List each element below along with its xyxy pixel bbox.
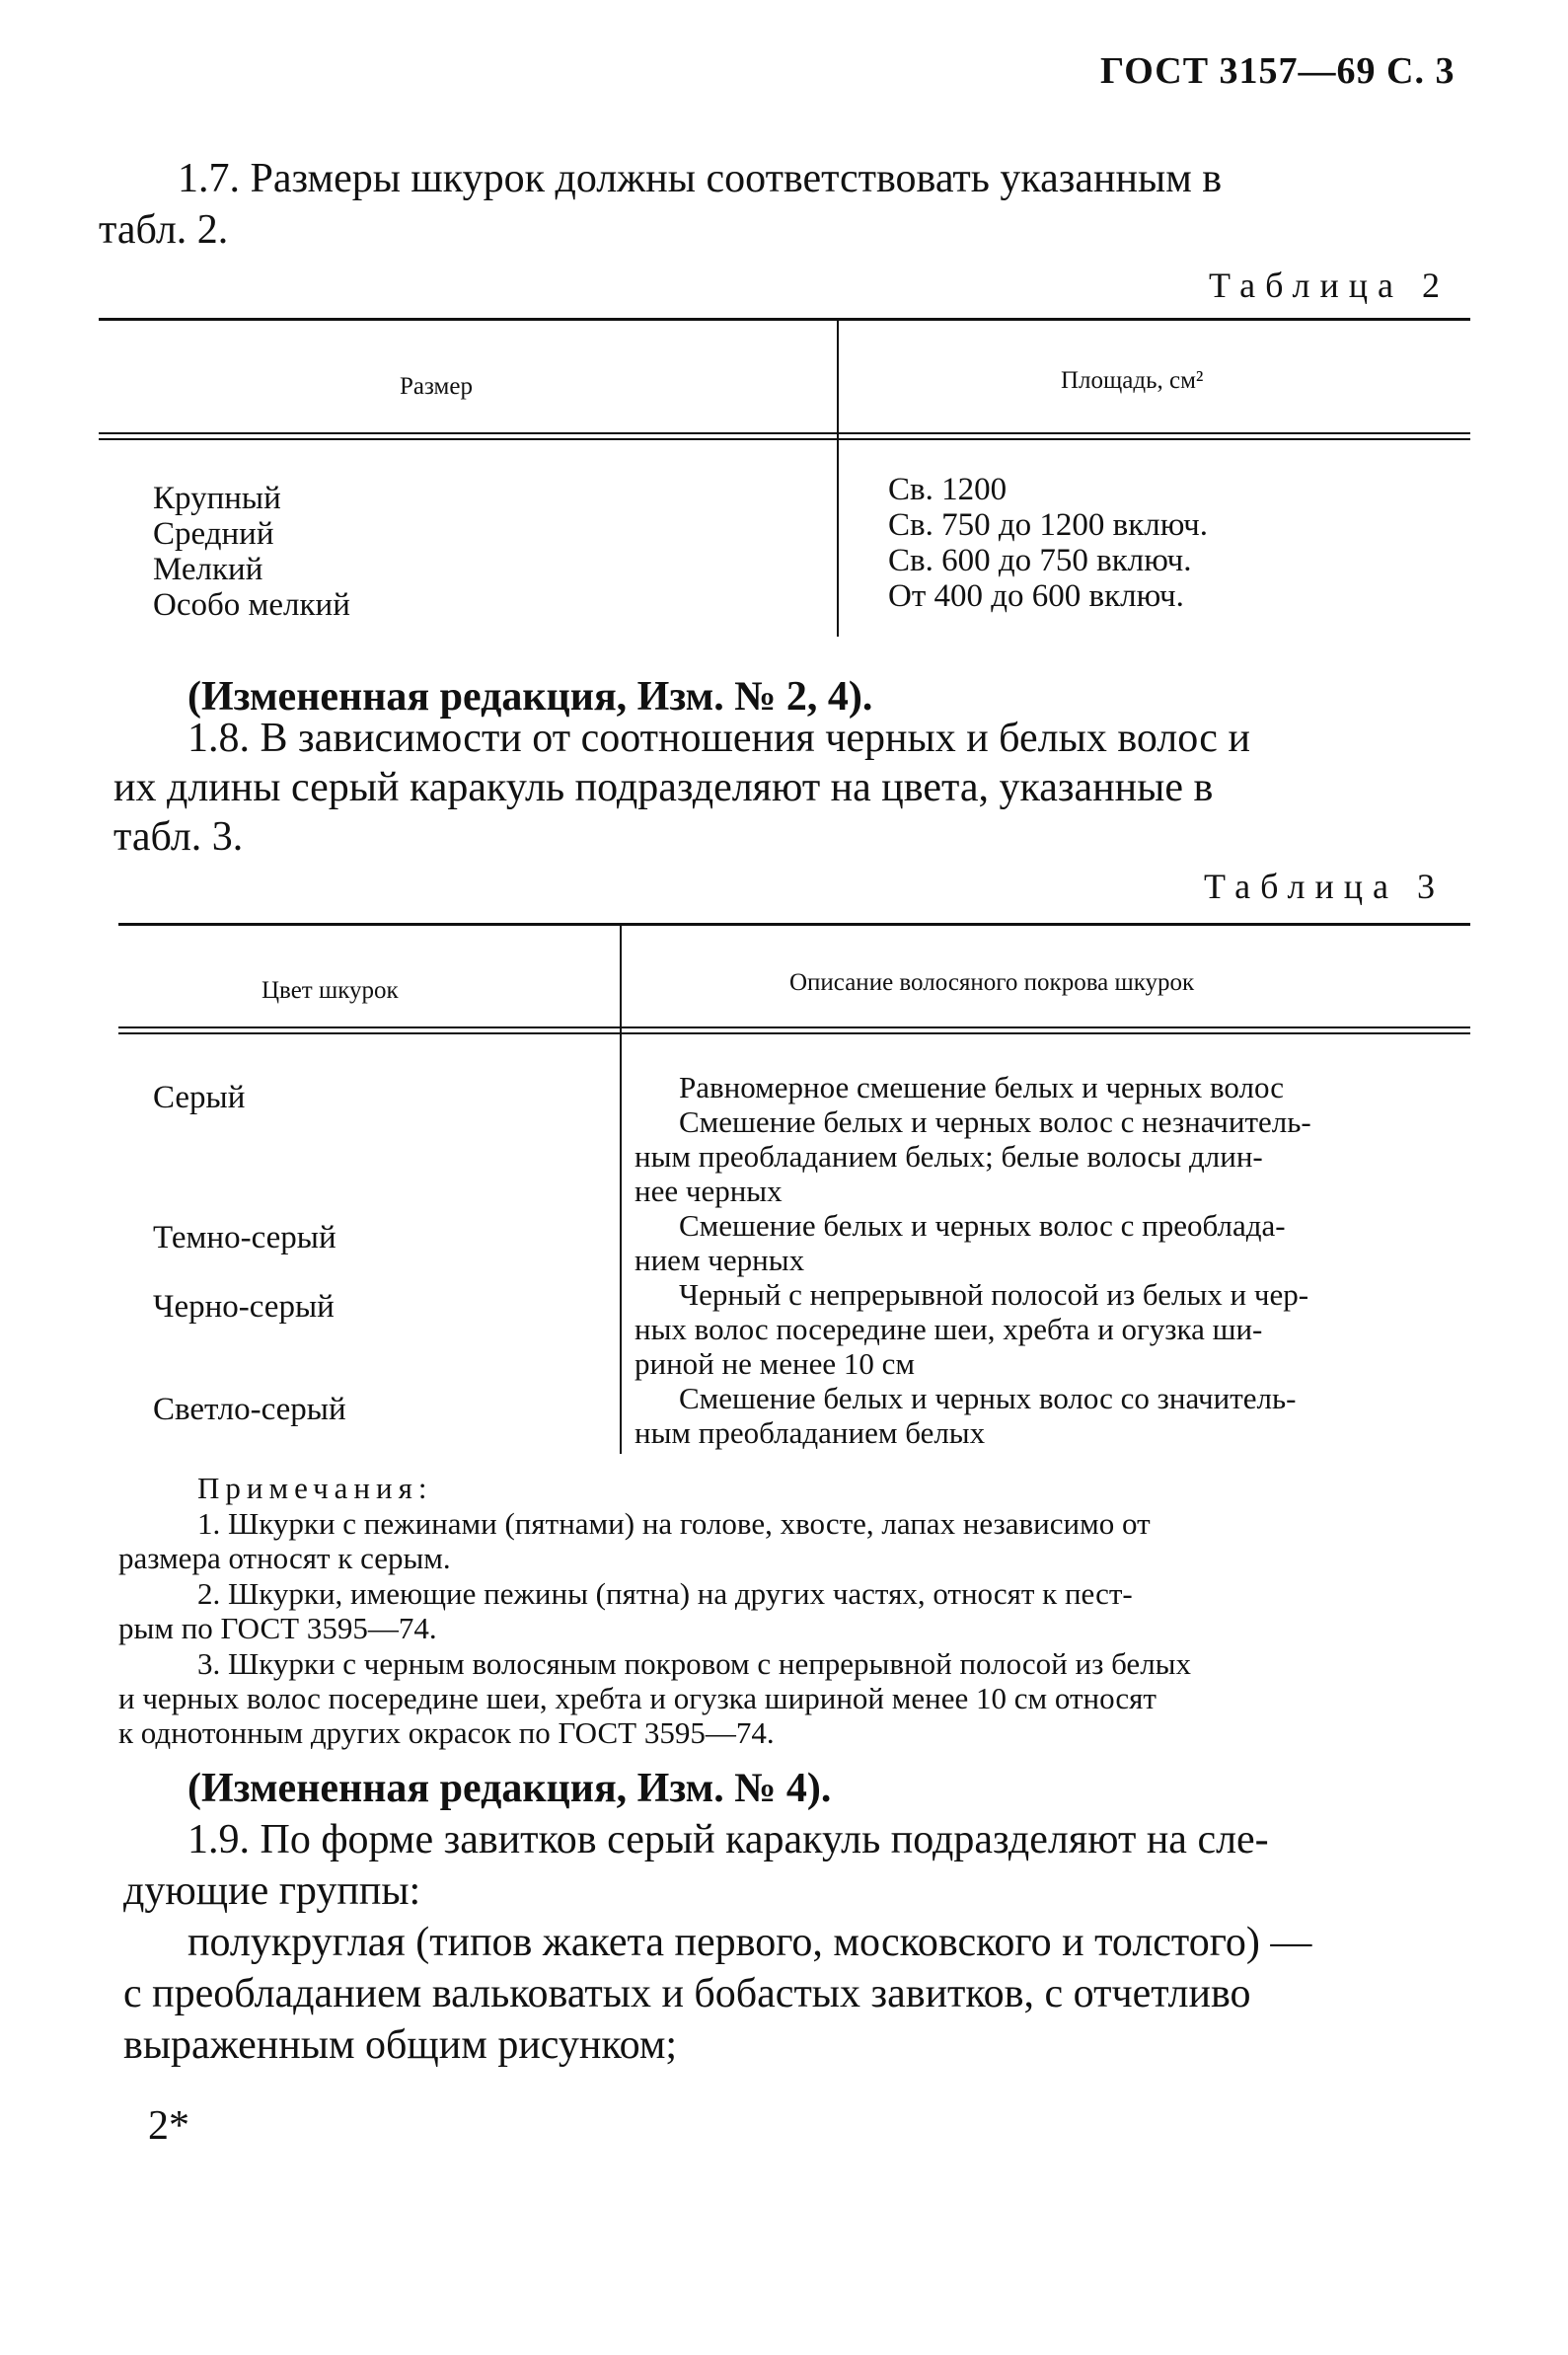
table-2-area-cell: Св. 1200 — [888, 472, 1008, 507]
table-3-description-line: ным преобладанием белых — [635, 1415, 986, 1450]
notes-title: Примечания: — [197, 1471, 433, 1505]
table-3-description-line: Смешение белых и черных волос со значитель- — [679, 1381, 1297, 1415]
table-3-description-line: ным преобладанием белых; белые волосы длин- — [635, 1139, 1263, 1174]
note-line: и черных волос посередине шеи, хребта и огузка шириной менее 10 см относят — [118, 1681, 1157, 1715]
table-3-description-line: Смешение белых и черных волос с преоблада- — [679, 1208, 1286, 1243]
table-3-description-line: ных волос посередине шеи, хребта и огузка ши- — [635, 1312, 1263, 1346]
table-3-color-cell: Черно-серый — [153, 1289, 335, 1325]
table-3-caption: Таблица 3 — [1204, 867, 1445, 906]
table-3-description-line: Равномерное смешение белых и черных волос — [679, 1070, 1284, 1104]
table-3-color-cell: Светло-серый — [153, 1392, 346, 1427]
note-line: 1. Шкурки с пежинами (пятнами) на голове, хвосте, лапах независимо от — [197, 1506, 1151, 1541]
table-3-column-divider — [620, 926, 622, 1454]
table-2-size-cell: Мелкий — [153, 552, 263, 587]
table-2-size-cell: Крупный — [153, 481, 281, 516]
table-2-top-rule — [99, 318, 1470, 321]
table-2-area-cell: От 400 до 600 включ. — [888, 578, 1184, 614]
edition-note-2: (Измененная редакция, Изм. № 4). — [187, 1766, 832, 1811]
table-2-size-cell: Особо мелкий — [153, 587, 350, 623]
table-3-color-cell: Темно-серый — [153, 1220, 336, 1255]
note-line: 2. Шкурки, имеющие пежины (пятна) на других частях, относят к пест- — [197, 1576, 1133, 1611]
table-3-header-description: Описание волосяного покрова шкурок — [789, 969, 1195, 996]
paragraph-1-9-line3: полукруглая (типов жакета первого, московского и толстого) — — [187, 1920, 1312, 1965]
table-2-header-size: Размер — [400, 373, 473, 400]
table-2-header-rule-2 — [99, 438, 1470, 440]
paragraph-1-9-line1: 1.9. По форме завитков серый каракуль подразделяют на сле- — [187, 1817, 1269, 1862]
table-3-description-line: нием черных — [635, 1243, 805, 1277]
paragraph-1-8-line2: их длины серый каракуль подразделяют на цвета, указанные в — [113, 765, 1214, 810]
table-3-description-line: риной не менее 10 см — [635, 1346, 915, 1381]
paragraph-1-9-line5: выраженным общим рисунком; — [123, 2022, 678, 2068]
table-3-header-rule-2 — [118, 1032, 1470, 1034]
paragraph-1-7-line1: 1.7. Размеры шкурок должны соответствовать указанным в — [178, 156, 1223, 201]
page-signature: 2* — [148, 2103, 189, 2149]
table-3-header-color: Цвет шкурок — [261, 977, 399, 1004]
table-3-description-line: нее черных — [635, 1174, 783, 1208]
table-2-area-cell: Св. 600 до 750 включ. — [888, 543, 1192, 578]
paragraph-1-9-line2: дующие группы: — [123, 1868, 421, 1914]
table-2-size-cell: Средний — [153, 516, 274, 552]
table-2-caption: Таблица 2 — [1209, 266, 1450, 305]
table-3-color-cell: Серый — [153, 1080, 246, 1115]
table-2-column-divider — [837, 321, 839, 637]
table-3-header-rule — [118, 1026, 1470, 1028]
paragraph-1-8-line1: 1.8. В зависимости от соотношения черных и белых волос и — [187, 716, 1250, 761]
note-line: к однотонным других окрасок по ГОСТ 3595—74. — [118, 1715, 775, 1750]
note-line: рым по ГОСТ 3595—74. — [118, 1611, 437, 1645]
edition-note-1: (Измененная редакция, Изм. № 2, 4). — [187, 674, 873, 720]
note-line: 3. Шкурки с черным волосяным покровом с непрерывной полосой из белых — [197, 1646, 1191, 1681]
table-2-header-area: Площадь, см² — [1061, 367, 1204, 394]
page-header: ГОСТ 3157—69 С. 3 — [1100, 50, 1456, 92]
table-2-area-cell: Св. 750 до 1200 включ. — [888, 507, 1208, 543]
paragraph-1-9-line4: с преобладанием вальковатых и бобастых завитков, с отчетливо — [123, 1971, 1251, 2016]
paragraph-1-7-line2: табл. 2. — [99, 207, 229, 253]
paragraph-1-8-line3: табл. 3. — [113, 814, 244, 860]
table-3-description-line: Черный с непрерывной полосой из белых и чер- — [679, 1277, 1309, 1312]
table-3-description-line: Смешение белых и черных волос с незначитель- — [679, 1104, 1311, 1139]
table-2-header-rule — [99, 432, 1470, 434]
table-3-top-rule — [118, 923, 1470, 926]
note-line: размера относят к серым. — [118, 1541, 451, 1575]
